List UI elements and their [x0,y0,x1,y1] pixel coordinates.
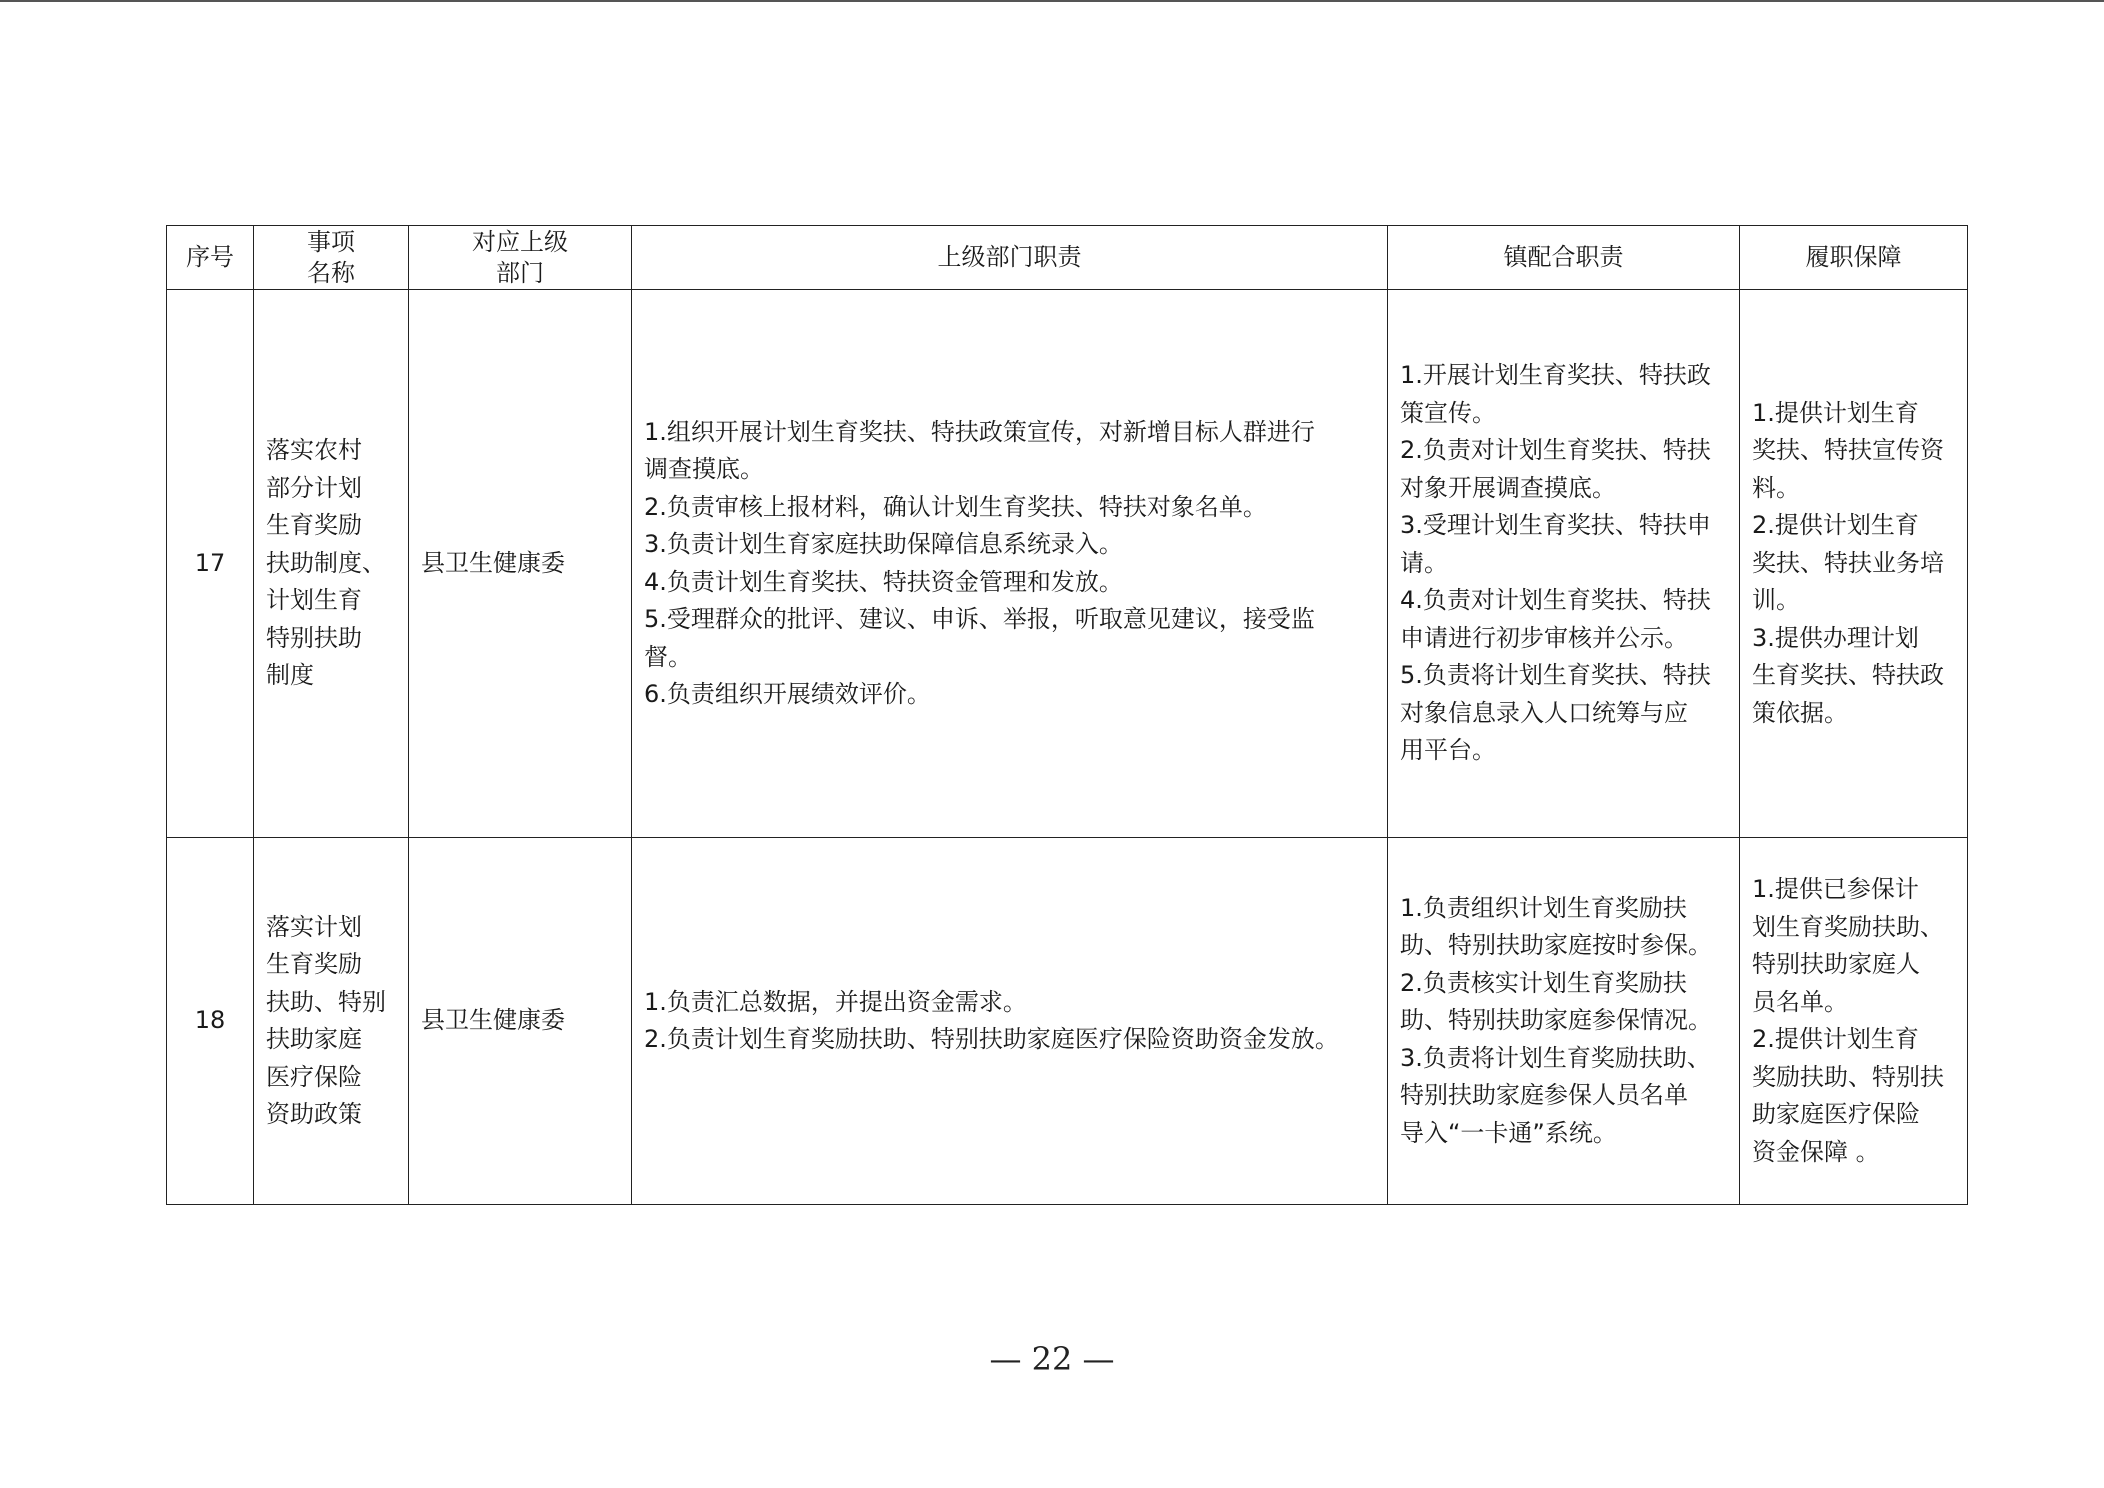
text-line: 生育奖扶、特扶政 [1752,661,1944,690]
text-line: 用平台。 [1400,736,1496,765]
text-line: 员名单。 [1752,987,1848,1016]
text-line: 1.提供已参保计 [1752,875,1919,903]
header-line: 部门 [496,258,544,287]
row-guarantee [1740,838,1968,1205]
text-line: 奖励扶助、特别扶 [1752,1062,1944,1091]
text-line: 3.受理计划生育奖扶、特扶申 [1400,511,1711,540]
text-line: 对象开展调查摸底。 [1400,473,1616,502]
text-line: 医疗保险 [266,1062,362,1091]
text-line: 导入“一卡通”系统。 [1400,1118,1617,1147]
text-line: 策依据。 [1752,698,1848,727]
text-line: 落实计划 [266,912,362,941]
text-line: 特别扶助家庭人 [1752,950,1920,978]
row-item-name [254,290,409,838]
text-line: 2.负责核实计划生育奖励扶 [1400,968,1687,997]
text-line: 部分计划 [266,473,362,502]
text-line: 申请进行初步审核并公示。 [1400,623,1688,652]
table-row [167,838,1968,1205]
header-line: 对应上级 [472,227,568,256]
text-line: 制度 [266,661,314,690]
top-border [0,0,2104,2]
page-number: — 22 — [989,1340,1115,1378]
text-line: 2.负责审核上报材料，确认计划生育奖扶、特扶对象名单。 [644,492,1267,521]
text-line: 策宣传。 [1400,398,1496,427]
text-line: 1.负责组织计划生育奖励扶 [1400,893,1687,922]
row-upper-dept: 县卫生健康委 [409,838,632,1205]
text-line: 助家庭医疗保险 [1752,1100,1920,1128]
text-line: 2.提供计划生育 [1752,1025,1919,1053]
row-seq: 17 [167,290,254,838]
header-line: 事项 [307,227,355,256]
text-line: 3.负责计划生育家庭扶助保障信息系统录入。 [644,530,1123,558]
header-guarantee: 履职保障 [1740,226,1968,290]
header-row [167,226,1968,290]
text-line: 对象信息录入人口统筹与应 [1400,698,1688,727]
text-line: 2.负责计划生育奖励扶助、特别扶助家庭医疗保险资助资金发放。 [644,1025,1339,1053]
text-line: 4.负责计划生育奖扶、特扶资金管理和发放。 [644,567,1123,596]
text-line: 生育奖励 [266,950,362,978]
text-line: 督。 [644,642,692,671]
text-line: 2.负责对计划生育奖扶、特扶 [1400,436,1711,465]
header-upper-duties: 上级部门职责 [632,226,1388,290]
text-line: 生育奖励 [266,511,362,540]
row-upper-duties [632,290,1388,838]
text-line: 扶助家庭 [266,1025,362,1053]
text-line: 奖扶、特扶宣传资 [1752,436,1944,465]
row-item-name [254,838,409,1205]
row-town-duties [1388,290,1740,838]
text-line: 计划生育 [266,586,362,615]
text-line: 3.负责将计划生育奖励扶助、 [1400,1043,1711,1072]
text-line: 4.负责对计划生育奖扶、特扶 [1400,586,1711,615]
text-line: 6.负责组织开展绩效评价。 [644,680,931,708]
text-line: 料。 [1752,473,1800,502]
text-line: 3.提供办理计划 [1752,623,1919,652]
text-line: 资助政策 [266,1100,362,1128]
text-line: 5.受理群众的批评、建议、申诉、举报，听取意见建议，接受监 [644,605,1315,633]
text-line: 特别扶助家庭参保人员名单 [1400,1081,1688,1110]
text-line: 划生育奖励扶助、 [1752,912,1944,941]
table-row [167,290,1968,838]
text-line: 落实农村 [266,436,362,465]
text-line: 助、特别扶助家庭按时参保。 [1400,931,1712,960]
text-line: 1.开展计划生育奖扶、特扶政 [1400,361,1711,390]
text-line: 请。 [1400,548,1448,577]
text-line: 特别扶助 [266,623,362,652]
text-line: 调查摸底。 [644,455,764,483]
header-upper-dept [409,226,632,290]
header-seq: 序号 [167,226,254,290]
text-line: 助、特别扶助家庭参保情况。 [1400,1006,1712,1035]
header-item-name [254,226,409,290]
row-upper-dept: 县卫生健康委 [409,290,632,838]
text-line: 扶助制度、 [266,548,386,577]
duty-table [166,225,1968,1205]
text-line: 2.提供计划生育 [1752,511,1919,540]
text-line: 奖扶、特扶业务培 [1752,548,1944,577]
text-line: 1.提供计划生育 [1752,398,1919,427]
text-line: 5.负责将计划生育奖扶、特扶 [1400,661,1711,690]
row-town-duties [1388,838,1740,1205]
text-line: 资金保障 。 [1752,1137,1880,1166]
row-guarantee [1740,290,1968,838]
text-line: 1.组织开展计划生育奖扶、特扶政策宣传，对新增目标人群进行 [644,417,1315,446]
text-line: 扶助、特别 [266,987,386,1016]
row-seq: 18 [167,838,254,1205]
header-town-duties: 镇配合职责 [1388,226,1740,290]
text-line: 1.负责汇总数据，并提出资金需求。 [644,987,1027,1016]
text-line: 训。 [1752,586,1800,615]
row-upper-duties [632,838,1388,1205]
header-line: 名称 [307,258,355,287]
